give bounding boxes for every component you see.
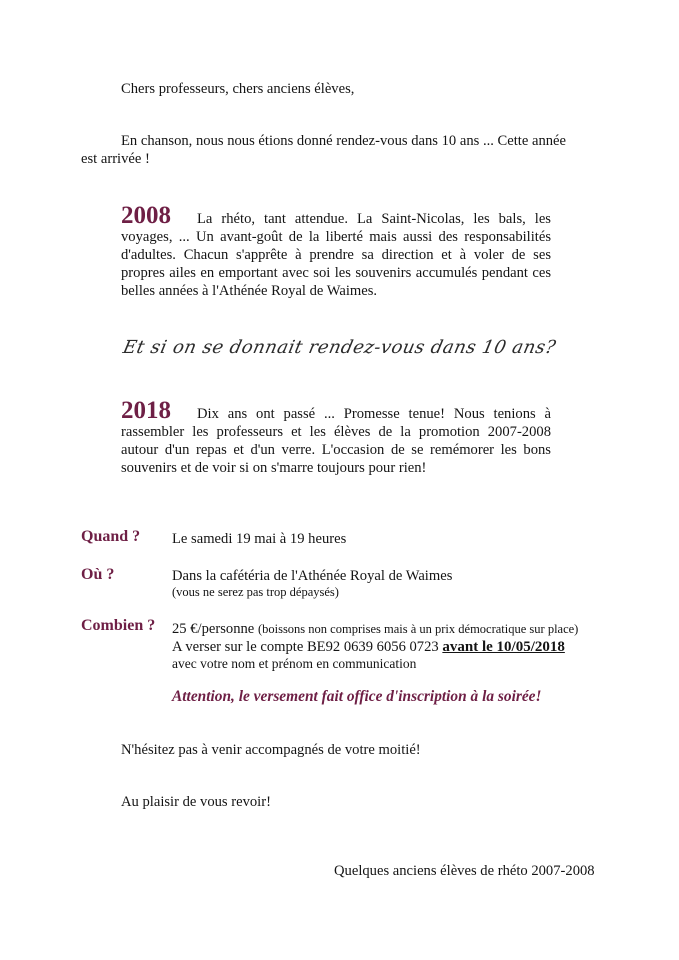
block-2008-text: La rhéto, tant attendue. La Saint-Nicolas, les bals, les voyages, ... Un avant-goût de la liberté mais aussi des responsabilités d'adultes. Chacun s'apprête à prendre sa direction et à voler de ses propres ailes en emportant avec soi les souvenirs accumulés pendant ces belles années à l'Athénée Royal de Waimes. bbox=[121, 211, 551, 299]
payment-text: A verser sur le compte BE92 0639 6056 0723 bbox=[172, 639, 439, 655]
block-2018-text: Dix ans ont passé ... Promesse tenue! Nous tenions à rassembler les professeurs et les élèves de la promotion 2007-2008 autour d'un repas et d'un verre. L'occasion de se remémorer les bons souvenirs et de voir si on s'marre toujours pour rien! bbox=[121, 406, 551, 476]
intro-paragraph bbox=[81, 132, 599, 168]
cost-line bbox=[172, 620, 578, 638]
tagline: Et si on se donnait rendez-vous dans 10 ans? bbox=[121, 337, 558, 358]
year-2008: 2008 bbox=[121, 202, 171, 229]
intro-line-2: est arrivée ! bbox=[81, 151, 150, 167]
block-2018 bbox=[121, 397, 551, 477]
cost-value: 25 €/personne bbox=[172, 621, 255, 637]
intro-line-1: En chanson, nous nous étions donné rendez-vous dans 10 ans ... Cette année bbox=[121, 133, 567, 149]
companion-note: N'hésitez pas à venir accompagnés de votre moitié! bbox=[121, 742, 421, 758]
attention-notice: Attention, le versement fait office d'inscription à la soirée! bbox=[172, 688, 542, 705]
salutation: Chers professeurs, chers anciens élèves, bbox=[121, 81, 355, 97]
closing-line: Au plaisir de vous revoir! bbox=[121, 794, 271, 810]
when-label: Quand ? bbox=[81, 528, 141, 545]
payment-line bbox=[172, 638, 565, 656]
cost-note: (boissons non comprises mais à un prix démocratique sur place) bbox=[257, 622, 579, 636]
block-2008 bbox=[121, 202, 551, 300]
payment-reference: avec votre nom et prénom en communication bbox=[172, 656, 417, 671]
payment-deadline: avant le 10/05/2018 bbox=[442, 639, 565, 655]
where-label: Où ? bbox=[81, 566, 115, 583]
where-value: Dans la cafétéria de l'Athénée Royal de Waimes bbox=[172, 568, 453, 584]
where-note: (vous ne serez pas trop dépaysés) bbox=[172, 585, 339, 599]
signature: Quelques anciens élèves de rhéto 2007-2008 bbox=[334, 863, 595, 879]
when-value: Le samedi 19 mai à 19 heures bbox=[172, 531, 347, 547]
cost-label: Combien ? bbox=[81, 617, 156, 634]
year-2018: 2018 bbox=[121, 397, 171, 424]
